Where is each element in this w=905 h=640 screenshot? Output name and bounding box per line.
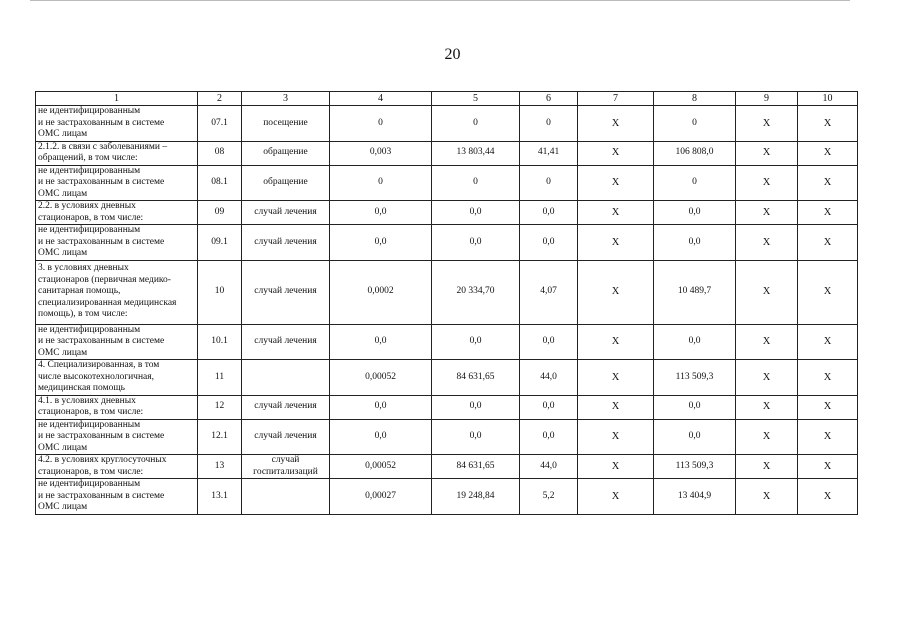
cell-col10: X bbox=[798, 260, 858, 324]
cell-col8: 0 bbox=[654, 106, 736, 142]
column-header: 9 bbox=[736, 92, 798, 106]
cell-col7: X bbox=[578, 419, 654, 455]
cell-col9: X bbox=[736, 225, 798, 261]
cell-col9: X bbox=[736, 395, 798, 419]
cell-col7: X bbox=[578, 360, 654, 396]
cell-col10: X bbox=[798, 141, 858, 165]
data-table bbox=[35, 91, 858, 515]
cell-col5: 0,0 bbox=[432, 395, 520, 419]
cell-col4: 0,00052 bbox=[330, 360, 432, 396]
cell-col7: X bbox=[578, 106, 654, 142]
row-code: 08 bbox=[198, 141, 242, 165]
row-code: 11 bbox=[198, 360, 242, 396]
cell-col9: X bbox=[736, 360, 798, 396]
table-row bbox=[36, 106, 858, 142]
cell-col4: 0,0 bbox=[330, 395, 432, 419]
cell-col9: X bbox=[736, 455, 798, 479]
row-unit: обращение bbox=[242, 165, 330, 201]
cell-col7: X bbox=[578, 201, 654, 225]
cell-col6: 0,0 bbox=[520, 324, 578, 360]
cell-col5: 19 248,84 bbox=[432, 479, 520, 515]
cell-col4: 0,00052 bbox=[330, 455, 432, 479]
cell-col10: X bbox=[798, 360, 858, 396]
cell-col5: 13 803,44 bbox=[432, 141, 520, 165]
cell-col7: X bbox=[578, 479, 654, 515]
cell-col8: 0,0 bbox=[654, 225, 736, 261]
cell-col4: 0,0002 bbox=[330, 260, 432, 324]
row-unit: случай лечения bbox=[242, 395, 330, 419]
cell-col9: X bbox=[736, 419, 798, 455]
cell-col7: X bbox=[578, 225, 654, 261]
cell-col8: 0,0 bbox=[654, 419, 736, 455]
cell-col4: 0,003 bbox=[330, 141, 432, 165]
table-row bbox=[36, 165, 858, 201]
cell-col7: X bbox=[578, 260, 654, 324]
cell-col8: 0,0 bbox=[654, 324, 736, 360]
cell-col4: 0 bbox=[330, 165, 432, 201]
cell-col9: X bbox=[736, 201, 798, 225]
cell-col4: 0,0 bbox=[330, 324, 432, 360]
table-row bbox=[36, 201, 858, 225]
top-rule bbox=[30, 0, 850, 1]
cell-col10: X bbox=[798, 455, 858, 479]
cell-col5: 20 334,70 bbox=[432, 260, 520, 324]
table-row bbox=[36, 455, 858, 479]
cell-col10: X bbox=[798, 106, 858, 142]
cell-col4: 0,0 bbox=[330, 419, 432, 455]
column-header: 8 bbox=[654, 92, 736, 106]
row-code: 12 bbox=[198, 395, 242, 419]
column-header: 10 bbox=[798, 92, 858, 106]
column-header: 5 bbox=[432, 92, 520, 106]
row-label: 4.1. в условиях дневных стационаров, в том числе: bbox=[36, 395, 198, 419]
cell-col9: X bbox=[736, 479, 798, 515]
cell-col10: X bbox=[798, 419, 858, 455]
row-unit: случай лечения bbox=[242, 419, 330, 455]
cell-col5: 0 bbox=[432, 106, 520, 142]
column-header: 4 bbox=[330, 92, 432, 106]
cell-col9: X bbox=[736, 260, 798, 324]
cell-col5: 0,0 bbox=[432, 419, 520, 455]
table-body bbox=[36, 106, 858, 515]
row-label: 2.1.2. в связи с заболеваниями – обращений, в том числе: bbox=[36, 141, 198, 165]
cell-col8: 0 bbox=[654, 165, 736, 201]
cell-col4: 0,00027 bbox=[330, 479, 432, 515]
cell-col7: X bbox=[578, 324, 654, 360]
cell-col9: X bbox=[736, 106, 798, 142]
table-row bbox=[36, 360, 858, 396]
cell-col6: 0,0 bbox=[520, 201, 578, 225]
row-code: 12.1 bbox=[198, 419, 242, 455]
cell-col7: X bbox=[578, 165, 654, 201]
cell-col4: 0,0 bbox=[330, 201, 432, 225]
cell-col9: X bbox=[736, 324, 798, 360]
column-header: 2 bbox=[198, 92, 242, 106]
cell-col10: X bbox=[798, 165, 858, 201]
column-header: 1 bbox=[36, 92, 198, 106]
row-code: 09 bbox=[198, 201, 242, 225]
row-label: не идентифицированным и не застрахованным в системе ОМС лицам bbox=[36, 165, 198, 201]
cell-col6: 0,0 bbox=[520, 225, 578, 261]
cell-col6: 44,0 bbox=[520, 455, 578, 479]
row-code: 10 bbox=[198, 260, 242, 324]
header-row bbox=[36, 92, 858, 106]
row-label: не идентифицированным и не застрахованным в системе ОМС лицам bbox=[36, 479, 198, 515]
row-label: не идентифицированным и не застрахованным в системе ОМС лицам bbox=[36, 106, 198, 142]
cell-col8: 10 489,7 bbox=[654, 260, 736, 324]
column-header: 3 bbox=[242, 92, 330, 106]
cell-col5: 0,0 bbox=[432, 324, 520, 360]
cell-col9: X bbox=[736, 141, 798, 165]
row-unit: обращение bbox=[242, 141, 330, 165]
cell-col5: 0,0 bbox=[432, 225, 520, 261]
row-label: не идентифицированным и не застрахованным в системе ОМС лицам bbox=[36, 324, 198, 360]
cell-col6: 5,2 bbox=[520, 479, 578, 515]
row-unit bbox=[242, 360, 330, 396]
cell-col6: 0 bbox=[520, 165, 578, 201]
cell-col8: 113 509,3 bbox=[654, 360, 736, 396]
cell-col6: 0,0 bbox=[520, 419, 578, 455]
table-row bbox=[36, 479, 858, 515]
row-code: 10.1 bbox=[198, 324, 242, 360]
cell-col6: 0 bbox=[520, 106, 578, 142]
cell-col6: 44,0 bbox=[520, 360, 578, 396]
row-code: 13 bbox=[198, 455, 242, 479]
cell-col8: 106 808,0 bbox=[654, 141, 736, 165]
row-unit: случай госпитализаций bbox=[242, 455, 330, 479]
cell-col9: X bbox=[736, 165, 798, 201]
table-row bbox=[36, 260, 858, 324]
cell-col5: 0,0 bbox=[432, 201, 520, 225]
cell-col10: X bbox=[798, 201, 858, 225]
cell-col10: X bbox=[798, 395, 858, 419]
page-number: 20 bbox=[444, 46, 461, 63]
column-header: 6 bbox=[520, 92, 578, 106]
cell-col6: 0,0 bbox=[520, 395, 578, 419]
row-unit: случай лечения bbox=[242, 225, 330, 261]
row-label: 4. Специализированная, в том числе высокотехнологичная, медицинская помощь bbox=[36, 360, 198, 396]
cell-col6: 41,41 bbox=[520, 141, 578, 165]
row-label: не идентифицированным и не застрахованным в системе ОМС лицам bbox=[36, 419, 198, 455]
cell-col5: 84 631,65 bbox=[432, 360, 520, 396]
table-row bbox=[36, 395, 858, 419]
column-header: 7 bbox=[578, 92, 654, 106]
table-row bbox=[36, 141, 858, 165]
row-label: 2.2. в условиях дневных стационаров, в том числе: bbox=[36, 201, 198, 225]
cell-col7: X bbox=[578, 455, 654, 479]
cell-col10: X bbox=[798, 324, 858, 360]
row-label: 3. в условиях дневных стационаров (первичная медико- санитарная помощь, специализированная медицинская помощь), в том числе: bbox=[36, 260, 198, 324]
row-code: 08.1 bbox=[198, 165, 242, 201]
cell-col8: 113 509,3 bbox=[654, 455, 736, 479]
cell-col4: 0,0 bbox=[330, 225, 432, 261]
table-row bbox=[36, 324, 858, 360]
row-unit: случай лечения bbox=[242, 324, 330, 360]
cell-col7: X bbox=[578, 141, 654, 165]
cell-col8: 0,0 bbox=[654, 201, 736, 225]
cell-col10: X bbox=[798, 225, 858, 261]
cell-col7: X bbox=[578, 395, 654, 419]
cell-col8: 0,0 bbox=[654, 395, 736, 419]
table-row bbox=[36, 225, 858, 261]
cell-col10: X bbox=[798, 479, 858, 515]
cell-col5: 84 631,65 bbox=[432, 455, 520, 479]
row-code: 13.1 bbox=[198, 479, 242, 515]
row-unit: посещение bbox=[242, 106, 330, 142]
row-unit: случай лечения bbox=[242, 260, 330, 324]
table-row bbox=[36, 419, 858, 455]
cell-col4: 0 bbox=[330, 106, 432, 142]
row-unit: случай лечения bbox=[242, 201, 330, 225]
row-label: 4.2. в условиях круглосуточных стационаров, в том числе: bbox=[36, 455, 198, 479]
row-label: не идентифицированным и не застрахованным в системе ОМС лицам bbox=[36, 225, 198, 261]
cell-col6: 4,07 bbox=[520, 260, 578, 324]
row-code: 09.1 bbox=[198, 225, 242, 261]
row-unit bbox=[242, 479, 330, 515]
cell-col8: 13 404,9 bbox=[654, 479, 736, 515]
cell-col5: 0 bbox=[432, 165, 520, 201]
row-code: 07.1 bbox=[198, 106, 242, 142]
